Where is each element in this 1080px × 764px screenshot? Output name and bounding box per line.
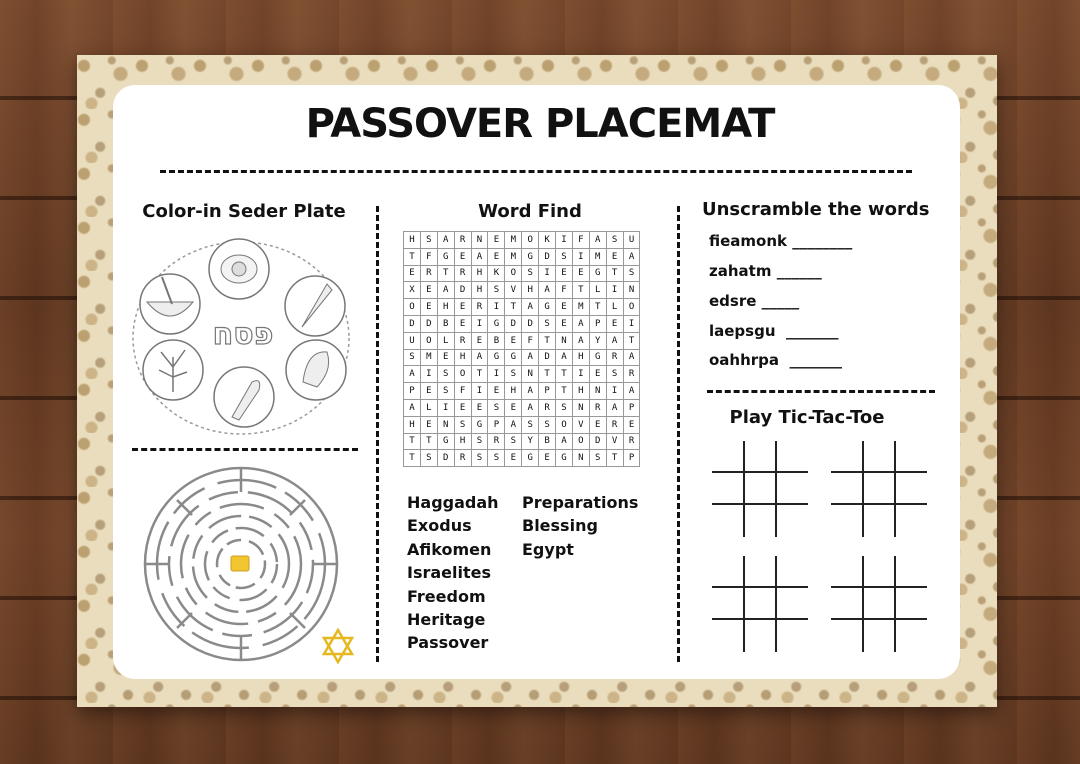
grid-letter[interactable]: I — [623, 315, 640, 332]
grid-letter[interactable]: D — [454, 282, 471, 299]
grid-letter[interactable]: R — [471, 299, 488, 316]
grid-letter[interactable]: E — [420, 299, 437, 316]
grid-letter[interactable]: S — [454, 416, 471, 433]
grid-letter[interactable]: L — [606, 299, 623, 316]
seder-plate-illustration — [127, 232, 355, 442]
grid-letter[interactable]: N — [437, 416, 454, 433]
grid-letter[interactable]: O — [623, 299, 640, 316]
word-list-item: Blessing — [522, 516, 598, 536]
grid-letter[interactable]: G — [488, 349, 505, 366]
grid-letter[interactable]: A — [589, 232, 606, 249]
grid-letter[interactable]: N — [589, 383, 606, 400]
grid-letter[interactable]: L — [420, 399, 437, 416]
word-list-item: Haggadah — [407, 493, 499, 512]
grid-letter[interactable]: S — [623, 265, 640, 282]
grid-letter[interactable]: A — [606, 332, 623, 349]
grid-letter[interactable]: T — [539, 332, 556, 349]
grid-row — [404, 450, 640, 467]
grid-row — [404, 332, 640, 349]
right-column-divider — [707, 390, 935, 393]
grid-letter[interactable]: T — [589, 299, 606, 316]
grid-letter[interactable]: H — [471, 282, 488, 299]
word-find-heading: Word Find — [478, 201, 582, 222]
grid-letter[interactable]: F — [522, 332, 539, 349]
grid-row — [404, 299, 640, 316]
grid-letter[interactable]: A — [522, 399, 539, 416]
grid-letter[interactable]: A — [572, 332, 589, 349]
grid-letter[interactable]: E — [488, 232, 505, 249]
grid-letter[interactable]: I — [539, 265, 556, 282]
tictactoe-board[interactable] — [712, 441, 808, 537]
grid-letter[interactable]: N — [572, 450, 589, 467]
grid-letter[interactable]: E — [471, 399, 488, 416]
grid-letter[interactable]: S — [522, 416, 539, 433]
grid-row — [404, 282, 640, 299]
grid-row — [404, 366, 640, 383]
grid-letter[interactable]: P — [623, 450, 640, 467]
grid-letter[interactable]: R — [623, 366, 640, 383]
grid-letter[interactable]: K — [488, 265, 505, 282]
grid-letter[interactable]: D — [539, 248, 556, 265]
grid-letter[interactable]: H — [454, 349, 471, 366]
grid-letter[interactable]: O — [454, 366, 471, 383]
grid-row — [404, 383, 640, 400]
grid-letter[interactable]: K — [539, 232, 556, 249]
grid-row — [404, 399, 640, 416]
grid-letter[interactable]: E — [572, 265, 589, 282]
grid-letter[interactable]: S — [505, 433, 522, 450]
grid-letter[interactable]: L — [589, 282, 606, 299]
grid-letter[interactable]: I — [471, 383, 488, 400]
grid-letter[interactable]: D — [505, 315, 522, 332]
grid-letter[interactable]: D — [589, 433, 606, 450]
grid-letter[interactable]: T — [437, 265, 454, 282]
tictactoe-heading: Play Tic-Tac-Toe — [729, 407, 885, 428]
grid-letter[interactable]: D — [437, 450, 454, 467]
left-column-divider — [132, 448, 358, 451]
grid-letter[interactable]: E — [454, 399, 471, 416]
grid-letter[interactable]: T — [404, 248, 421, 265]
grid-letter[interactable]: F — [454, 383, 471, 400]
grid-letter[interactable]: A — [404, 366, 421, 383]
scrambled-word[interactable]: zahatm ______ — [709, 262, 822, 280]
grid-letter[interactable]: S — [589, 450, 606, 467]
grid-letter[interactable]: S — [488, 282, 505, 299]
grid-letter[interactable]: N — [522, 366, 539, 383]
grid-letter[interactable]: S — [539, 416, 556, 433]
grid-letter[interactable]: R — [623, 433, 640, 450]
grid-letter[interactable]: I — [471, 315, 488, 332]
grid-letter[interactable]: T — [505, 299, 522, 316]
grid-row — [404, 315, 640, 332]
grid-letter[interactable]: E — [437, 349, 454, 366]
grid-letter[interactable]: A — [606, 399, 623, 416]
grid-letter[interactable]: N — [623, 282, 640, 299]
grid-letter[interactable]: S — [488, 450, 505, 467]
grid-letter[interactable]: A — [505, 416, 522, 433]
grid-letter[interactable]: A — [522, 299, 539, 316]
grid-letter[interactable]: R — [454, 265, 471, 282]
grid-letter[interactable]: H — [572, 383, 589, 400]
grid-letter[interactable]: S — [404, 349, 421, 366]
scrambled-word[interactable]: laepsgu _______ — [709, 322, 839, 340]
grid-letter[interactable]: A — [437, 232, 454, 249]
grid-letter[interactable]: F — [420, 248, 437, 265]
grid-letter[interactable]: N — [471, 232, 488, 249]
grid-letter[interactable]: B — [539, 433, 556, 450]
grid-letter[interactable]: A — [623, 383, 640, 400]
word-list-column-2 — [522, 491, 638, 561]
grid-letter[interactable]: T — [539, 366, 556, 383]
word-list-item: Exodus — [407, 516, 472, 536]
grid-row — [404, 433, 640, 450]
grid-letter[interactable]: G — [589, 349, 606, 366]
grid-letter[interactable]: A — [471, 248, 488, 265]
grid-letter[interactable]: E — [454, 299, 471, 316]
grid-letter[interactable]: E — [556, 299, 573, 316]
grid-letter[interactable]: G — [437, 433, 454, 450]
grid-letter[interactable]: E — [505, 450, 522, 467]
grid-letter[interactable]: I — [488, 366, 505, 383]
grid-letter[interactable]: S — [471, 450, 488, 467]
grid-letter[interactable]: M — [505, 248, 522, 265]
grid-letter[interactable]: S — [606, 366, 623, 383]
grid-letter[interactable]: G — [522, 450, 539, 467]
grid-letter[interactable]: H — [454, 433, 471, 450]
grid-letter[interactable]: R — [454, 232, 471, 249]
grid-letter[interactable]: S — [556, 248, 573, 265]
grid-letter[interactable]: T — [556, 366, 573, 383]
grid-letter[interactable]: R — [589, 399, 606, 416]
grid-letter[interactable]: A — [623, 349, 640, 366]
grid-letter[interactable]: P — [589, 315, 606, 332]
grid-letter[interactable]: U — [623, 232, 640, 249]
grid-letter[interactable]: G — [522, 248, 539, 265]
grid-letter[interactable]: O — [404, 299, 421, 316]
grid-letter[interactable]: E — [454, 248, 471, 265]
word-list-item: Freedom — [407, 586, 486, 606]
scrambled-word[interactable]: fieamonk ________ — [709, 232, 853, 250]
grid-letter[interactable]: H — [437, 299, 454, 316]
grid-letter[interactable]: M — [589, 248, 606, 265]
grid-letter[interactable]: U — [404, 332, 421, 349]
grid-letter[interactable]: N — [572, 399, 589, 416]
grid-letter[interactable]: V — [505, 282, 522, 299]
grid-row — [404, 232, 640, 249]
tictactoe-board[interactable] — [831, 441, 927, 537]
grid-letter[interactable]: T — [420, 433, 437, 450]
grid-letter[interactable]: R — [488, 433, 505, 450]
maze-center-goal — [231, 556, 249, 571]
grid-letter[interactable]: O — [572, 433, 589, 450]
grid-letter[interactable]: B — [437, 315, 454, 332]
grid-letter[interactable]: D — [404, 315, 421, 332]
grid-letter[interactable]: P — [488, 416, 505, 433]
grid-letter[interactable]: R — [454, 450, 471, 467]
grid-letter[interactable]: H — [404, 416, 421, 433]
grid-letter[interactable]: M — [420, 349, 437, 366]
grid-letter[interactable]: E — [420, 383, 437, 400]
grid-letter[interactable]: I — [488, 299, 505, 316]
grid-letter[interactable]: F — [556, 282, 573, 299]
word-list-item: Israelites — [407, 563, 492, 583]
grid-letter[interactable]: E — [505, 332, 522, 349]
grid-row — [404, 248, 640, 265]
grid-letter[interactable]: S — [522, 265, 539, 282]
grid-letter[interactable]: I — [606, 383, 623, 400]
column-divider-right — [677, 206, 680, 662]
grid-letter[interactable]: V — [606, 433, 623, 450]
grid-letter[interactable]: N — [556, 332, 573, 349]
grid-letter[interactable]: H — [572, 349, 589, 366]
grid-letter[interactable]: E — [454, 315, 471, 332]
grid-letter[interactable]: D — [420, 315, 437, 332]
grid-letter[interactable]: E — [539, 450, 556, 467]
word-list-item: Heritage — [407, 610, 486, 630]
grid-letter[interactable]: G — [539, 299, 556, 316]
tictactoe-board[interactable] — [712, 556, 808, 652]
grid-letter[interactable]: A — [522, 349, 539, 366]
grid-letter[interactable]: A — [522, 383, 539, 400]
grid-letter[interactable]: H — [522, 282, 539, 299]
grid-letter[interactable]: E — [623, 416, 640, 433]
grid-letter[interactable]: I — [572, 248, 589, 265]
grid-letter[interactable]: S — [471, 433, 488, 450]
grid-letter[interactable]: B — [488, 332, 505, 349]
grid-letter[interactable]: F — [572, 232, 589, 249]
grid-letter[interactable]: V — [572, 416, 589, 433]
grid-letter[interactable]: E — [606, 248, 623, 265]
grid-letter[interactable]: G — [505, 349, 522, 366]
word-list-item: Egypt — [522, 539, 574, 559]
word-list-item: Preparations — [522, 493, 639, 512]
grid-letter[interactable]: H — [404, 232, 421, 249]
grid-letter[interactable]: E — [404, 265, 421, 282]
word-search-grid[interactable] — [403, 231, 640, 467]
grid-letter[interactable]: R — [420, 265, 437, 282]
grid-letter[interactable]: R — [539, 399, 556, 416]
grid-letter[interactable]: S — [505, 366, 522, 383]
grid-letter[interactable]: I — [606, 282, 623, 299]
grid-letter[interactable]: T — [404, 450, 421, 467]
grid-letter[interactable]: P — [539, 383, 556, 400]
grid-letter[interactable]: E — [488, 383, 505, 400]
grid-letter[interactable]: D — [522, 315, 539, 332]
grid-letter[interactable]: A — [539, 282, 556, 299]
grid-letter[interactable]: T — [606, 265, 623, 282]
grid-letter[interactable]: G — [589, 265, 606, 282]
grid-letter[interactable]: E — [589, 366, 606, 383]
grid-letter[interactable]: R — [606, 416, 623, 433]
grid-letter[interactable]: A — [404, 399, 421, 416]
unscramble-heading: Unscramble the words — [702, 199, 930, 220]
grid-letter[interactable]: S — [420, 450, 437, 467]
grid-letter[interactable]: O — [522, 232, 539, 249]
grid-letter[interactable]: T — [572, 282, 589, 299]
grid-letter[interactable]: P — [404, 383, 421, 400]
grid-letter[interactable]: O — [556, 416, 573, 433]
grid-letter[interactable]: S — [606, 232, 623, 249]
grid-letter[interactable]: D — [539, 349, 556, 366]
seder-plate-heading: Color-in Seder Plate — [142, 201, 346, 222]
grid-letter[interactable]: H — [505, 383, 522, 400]
grid-letter[interactable]: E — [556, 265, 573, 282]
grid-letter[interactable]: E — [488, 248, 505, 265]
grid-letter[interactable]: O — [505, 265, 522, 282]
grid-letter[interactable]: M — [505, 232, 522, 249]
tictactoe-board[interactable] — [831, 556, 927, 652]
grid-letter[interactable]: A — [623, 248, 640, 265]
grid-letter[interactable]: A — [556, 433, 573, 450]
star-of-david-icon — [321, 628, 355, 664]
word-list-item: Afikomen — [407, 539, 492, 559]
grid-letter[interactable]: E — [420, 282, 437, 299]
grid-letter[interactable]: A — [572, 315, 589, 332]
grid-letter[interactable]: A — [556, 349, 573, 366]
grid-letter[interactable]: Y — [522, 433, 539, 450]
grid-letter[interactable]: E — [505, 399, 522, 416]
grid-letter[interactable]: I — [420, 366, 437, 383]
grid-letter[interactable]: X — [404, 282, 421, 299]
grid-letter[interactable]: I — [437, 399, 454, 416]
grid-letter[interactable]: E — [471, 332, 488, 349]
column-divider-left — [376, 206, 379, 662]
grid-letter[interactable]: I — [572, 366, 589, 383]
page-title: PASSOVER PLACEMAT — [305, 101, 775, 147]
title-divider — [160, 170, 912, 173]
grid-letter[interactable]: I — [556, 232, 573, 249]
grid-letter[interactable]: T — [404, 433, 421, 450]
grid-letter[interactable]: M — [572, 299, 589, 316]
grid-letter[interactable]: E — [420, 416, 437, 433]
grid-letter[interactable]: G — [488, 315, 505, 332]
grid-letter[interactable]: L — [437, 332, 454, 349]
word-list-column-1 — [407, 491, 499, 655]
grid-letter[interactable]: T — [606, 450, 623, 467]
grid-letter[interactable]: G — [437, 248, 454, 265]
grid-letter[interactable]: S — [437, 366, 454, 383]
maze-illustration — [137, 458, 351, 670]
grid-letter[interactable]: E — [589, 416, 606, 433]
grid-letter[interactable]: E — [556, 315, 573, 332]
grid-letter[interactable]: P — [623, 399, 640, 416]
grid-letter[interactable]: O — [420, 332, 437, 349]
grid-letter[interactable]: S — [420, 232, 437, 249]
grid-letter[interactable]: G — [556, 450, 573, 467]
grid-row — [404, 349, 640, 366]
grid-row — [404, 265, 640, 282]
grid-letter[interactable]: R — [454, 332, 471, 349]
grid-letter[interactable]: H — [471, 265, 488, 282]
grid-letter[interactable]: G — [471, 416, 488, 433]
grid-letter[interactable]: T — [556, 383, 573, 400]
grid-letter[interactable]: S — [556, 399, 573, 416]
grid-letter[interactable]: T — [623, 332, 640, 349]
scrambled-word[interactable]: oahhrpa _______ — [709, 351, 842, 369]
grid-letter[interactable]: T — [471, 366, 488, 383]
grid-letter[interactable]: A — [437, 282, 454, 299]
grid-letter[interactable]: S — [488, 399, 505, 416]
grid-row — [404, 416, 640, 433]
grid-letter[interactable]: A — [471, 349, 488, 366]
word-list-item: Passover — [407, 633, 489, 653]
grid-letter[interactable]: S — [539, 315, 556, 332]
scrambled-word[interactable]: edsre _____ — [709, 292, 800, 310]
grid-letter[interactable]: E — [606, 315, 623, 332]
seder-plate-hebrew-label: פסח — [212, 317, 274, 352]
grid-letter[interactable]: S — [437, 383, 454, 400]
grid-letter[interactable]: Y — [589, 332, 606, 349]
grid-letter[interactable]: R — [606, 349, 623, 366]
